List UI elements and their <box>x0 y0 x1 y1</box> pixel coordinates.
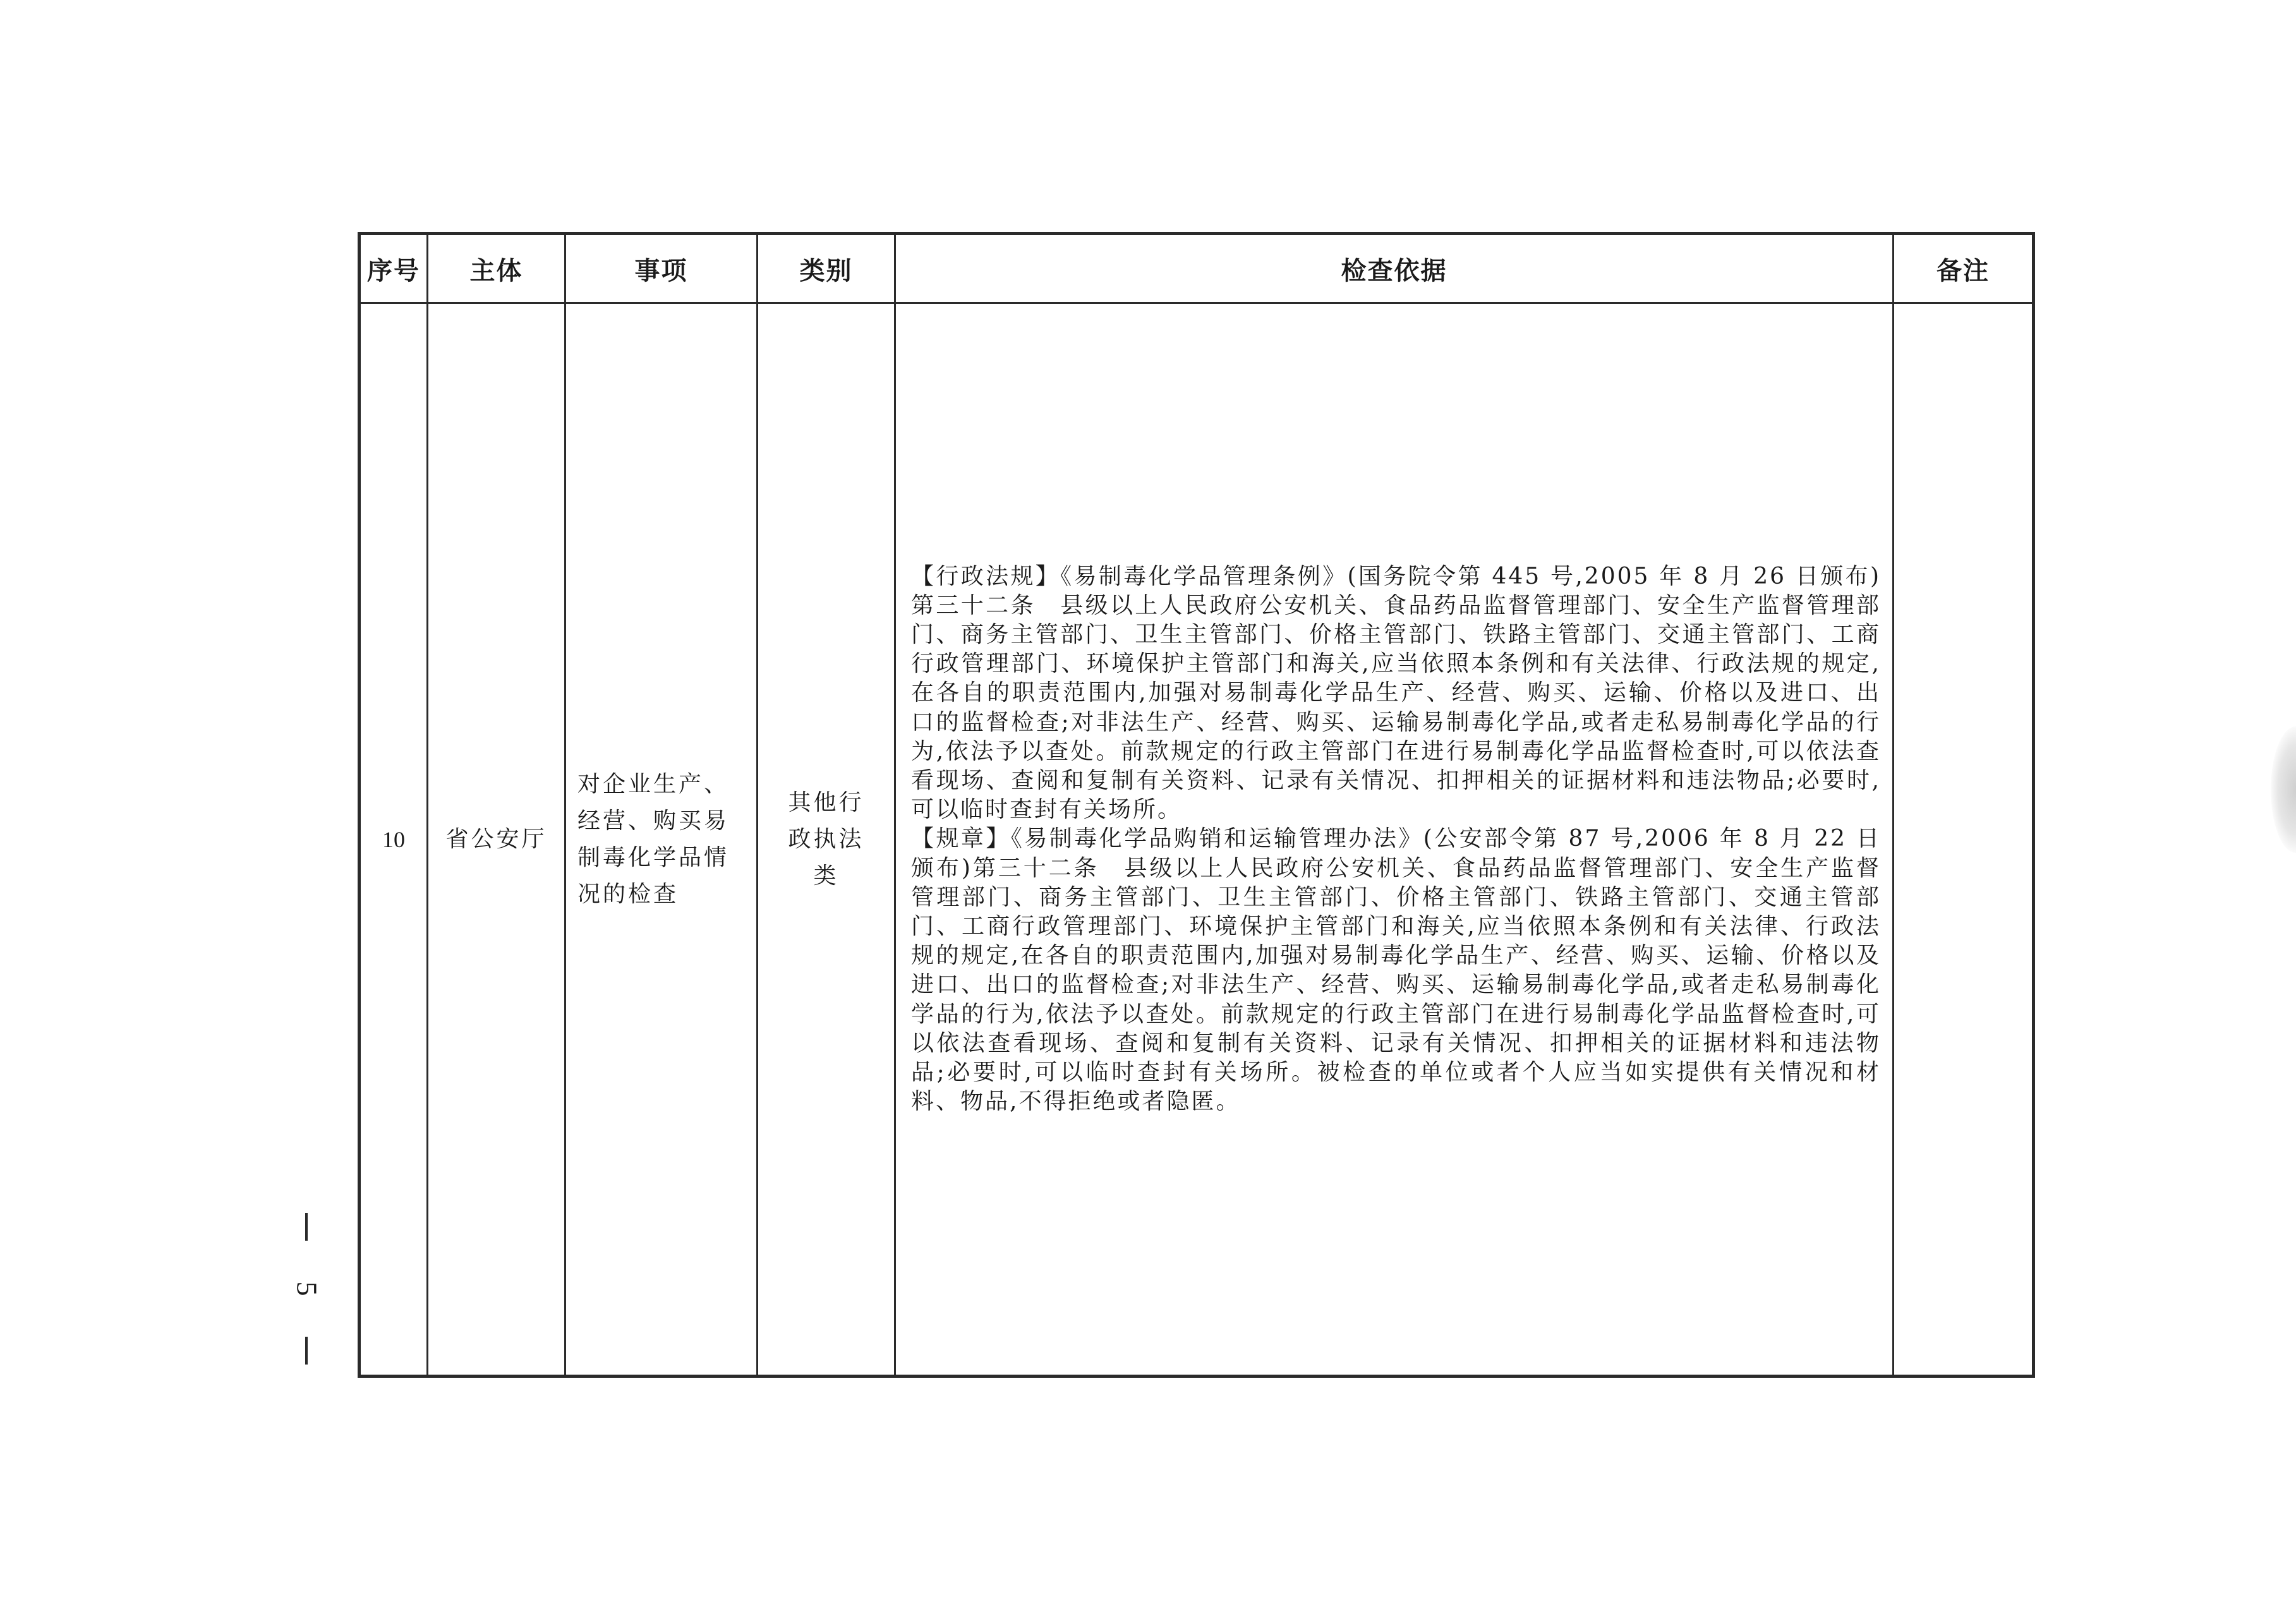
cell-remark <box>1894 303 2034 1377</box>
cell-subject: 省公安厅 <box>428 303 565 1377</box>
scan-edge-shadow <box>2271 726 2296 853</box>
header-seq: 序号 <box>360 234 428 303</box>
basis-rule-paragraph: 【规章】《易制毒化学品购销和运输管理办法》(公安部令第 87 号,2006 年 8 月 22 日颁布)第三十二条 县级以上人民政府公安机关、食品药品监督管理部门、安全生产监督管理部门、商务主管部门、卫生主管部门、价格主管部门、铁路主管部门、交通主管部门、工商行政管理部门、环境保护主管部门和海关,应当依照本条例和有关法律、行政法规的规定,在各自的职责范围内,加强对易制毒化学品生产、经营、购买、运输、价格以及进口、出口的监督检查;对非法生产、经营、购买、运输易制毒化学品,或者走私易制毒化学品的行为,依法予以查处。前款规定的行政主管部门在进行易制毒化学品监督检查时,可以依法查看现场、查阅和复制有关资料、记录有关情况、扣押相关的证据材料和违法物品;必要时,可以临时查封有关场所。被检查的单位或者个人应当如实提供有关情况和材料、物品,不得拒绝或者隐匿。 <box>911 826 1881 1115</box>
page-number <box>287 1213 325 1365</box>
cell-seq: 10 <box>360 303 428 1377</box>
header-item: 事项 <box>565 234 758 303</box>
category-text: 其他行政执法类 <box>788 789 864 889</box>
header-subject: 主体 <box>428 234 565 303</box>
cell-basis <box>895 303 1894 1377</box>
page-number-dash-bottom <box>305 1337 308 1365</box>
table-header-row <box>360 234 2034 303</box>
header-category: 类别 <box>758 234 895 303</box>
header-remark: 备注 <box>1894 234 2034 303</box>
table-row <box>360 303 2034 1377</box>
header-basis: 检查依据 <box>895 234 1894 303</box>
cell-item: 对企业生产、经营、购买易制毒化学品情况的检查 <box>565 303 758 1377</box>
page-number-dash-top <box>305 1213 308 1241</box>
cell-category <box>758 303 895 1377</box>
page-number-value: 5 <box>291 1281 323 1296</box>
inspection-table <box>358 232 2035 1378</box>
basis-regulation-paragraph: 【行政法规】《易制毒化学品管理条例》(国务院令第 445 号,2005 年 8 月 26 日颁布)第三十二条 县级以上人民政府公安机关、食品药品监督管理部门、安全生产监督管理部门、商务主管部门、卫生主管部门、价格主管部门、铁路主管部门、交通主管部门、工商行政管理部门、环境保护主管部门和海关,应当依照本条例和有关法律、行政法规的规定,在各自的职责范围内,加强对易制毒化学品生产、经营、购买、运输、价格以及进口、出口的监督检查;对非法生产、经营、购买、运输易制毒化学品,或者走私易制毒化学品的行为,依法予以查处。前款规定的行政主管部门在进行易制毒化学品监督检查时,可以依法查看现场、查阅和复制有关资料、记录有关情况、扣押相关的证据材料和违法物品;必要时,可以临时查封有关场所。 <box>911 563 1881 823</box>
